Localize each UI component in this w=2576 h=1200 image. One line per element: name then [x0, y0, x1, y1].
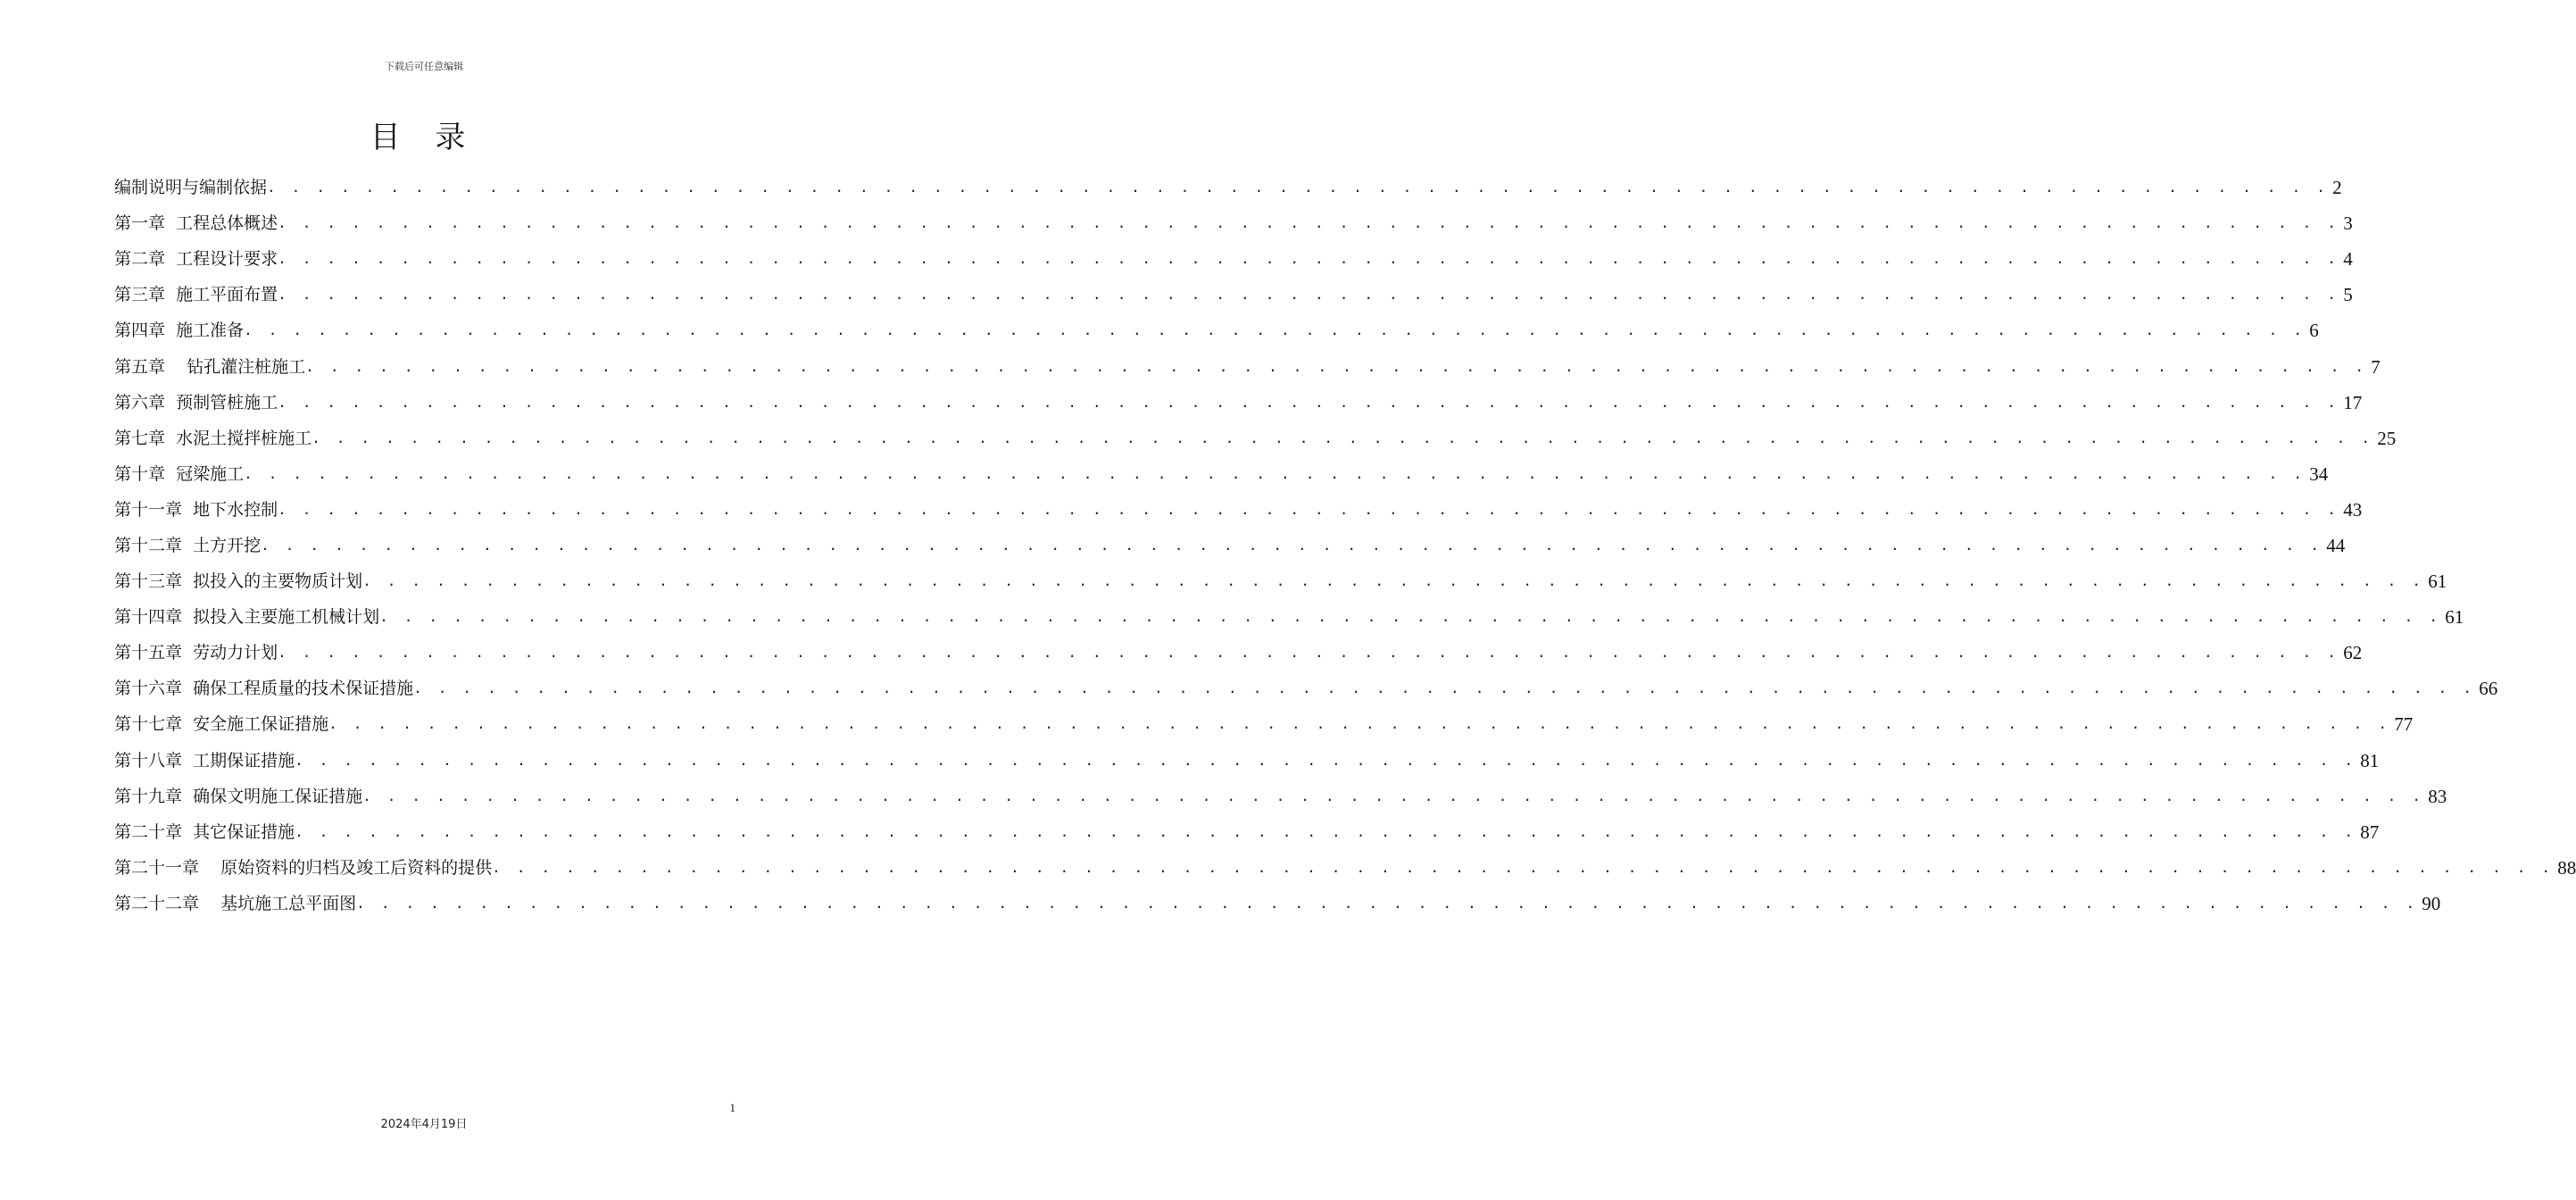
toc-leader-dots: . . . . . . . . . . . . . . . . . . . . . . . . . . . . . . . . . . . . . . . . . . . . . . . . . . . . . . . . . . . . . . . . . . . . . . . . . . . . . . . . . . . . [356, 894, 2419, 912]
toc-entry-page: 90 [2422, 892, 2441, 914]
toc-entry[interactable] [114, 205, 2353, 241]
toc-entry-label: 第二十一章 原始资料的归档及竣工后资料的提供 [114, 857, 493, 878]
toc-leader-dots: . . . . . . . . . . . . . . . . . . . . . . . . . . . . . . . . . . . . . . . . . . . . . . . . . . . . . . . . . . . . . . . . . . . . . . . . . . . . . . . . . . . . [328, 715, 2391, 733]
toc-entry[interactable] [114, 886, 2441, 921]
toc-leader-dots: . . . . . . . . . . . . . . . . . . . . . . . . . . . . . . . . . . . . . . . . . . . . . . . . . . . . . . . . . . . . . . . . . . . . . . . . . . . . . . . . . . . . [492, 858, 2555, 876]
toc-entry-page: 87 [2360, 821, 2380, 843]
toc-entry-label: 第十二章 土方开挖 [114, 535, 262, 555]
toc-leader-dots: . . . . . . . . . . . . . . . . . . . . . . . . . . . . . . . . . . . . . . . . . . . . . . . . . . . . . . . . . . . . . . . . . . . . . . . . . . . . . . . . . . . . [295, 822, 2357, 840]
toc-leader-dots: . . . . . . . . . . . . . . . . . . . . . . . . . . . . . . . . . . . . . . . . . . . . . . . . . . . . . . . . . . . . . . . . . . . . . . . . . . . . . . . . . . . . [379, 608, 2442, 626]
toc-entry[interactable] [114, 528, 2346, 563]
toc-entry-label: 第十章 冠梁施工 [114, 463, 245, 484]
toc-entry-page: 77 [2394, 713, 2414, 736]
toc-entry[interactable] [114, 312, 2319, 348]
toc-title: 目 录 [370, 120, 478, 155]
toc-entry-page: 25 [2377, 427, 2397, 449]
toc-entry-page: 61 [2445, 606, 2464, 629]
toc-entry[interactable] [114, 456, 2329, 492]
toc-entry-page: 88 [2557, 856, 2576, 879]
toc-entry[interactable] [114, 779, 2447, 814]
toc-entry[interactable] [114, 492, 2363, 528]
toc-entry-label: 编制说明与编制依据 [114, 178, 268, 198]
toc-entry-page: 3 [2343, 212, 2353, 235]
toc-leader-dots: . . . . . . . . . . . . . . . . . . . . . . . . . . . . . . . . . . . . . . . . . . . . . . . . . . . . . . . . . . . . . . . . . . . . . . . . . . . . . . . . . . . . [278, 500, 2340, 518]
toc-entry-page: 81 [2360, 749, 2380, 771]
toc-entry-label: 第十八章 工期保证措施 [114, 750, 295, 771]
toc-entry-label: 第十七章 安全施工保证措施 [114, 714, 329, 735]
toc-entry-label: 第六章 预制管桩施工 [114, 392, 278, 412]
toc-entry[interactable] [114, 348, 2381, 384]
toc-entry[interactable] [114, 671, 2498, 706]
toc-leader-dots: . . . . . . . . . . . . . . . . . . . . . . . . . . . . . . . . . . . . . . . . . . . . . . . . . . . . . . . . . . . . . . . . . . . . . . . . . . . . . . . . . . . . [261, 536, 2323, 554]
toc-leader-dots: . . . . . . . . . . . . . . . . . . . . . . . . . . . . . . . . . . . . . . . . . . . . . . . . . . . . . . . . . . . . . . . . . . . . . . . . . . . . . . . . . . . . [278, 286, 2340, 304]
toc-leader-dots: . . . . . . . . . . . . . . . . . . . . . . . . . . . . . . . . . . . . . . . . . . . . . . . . . . . . . . . . . . . . . . . . . . . . . . . . . . . . . . . . . . . . [244, 321, 2306, 339]
header-note: 下载后可任意编辑 [385, 61, 463, 72]
toc-entry[interactable] [114, 170, 2342, 205]
toc-entry-label: 第四章 施工准备 [114, 321, 245, 341]
toc-entry[interactable] [114, 385, 2363, 421]
toc-entry-page: 17 [2343, 391, 2363, 413]
toc-leader-dots: . . . . . . . . . . . . . . . . . . . . . . . . . . . . . . . . . . . . . . . . . . . . . . . . . . . . . . . . . . . . . . . . . . . . . . . . . . . . . . . . . . . . [267, 179, 2330, 196]
toc-entry-label: 第一章 工程总体概述 [114, 213, 278, 234]
toc-entry-page: 62 [2343, 642, 2363, 664]
toc-entry-page: 44 [2326, 534, 2346, 556]
toc-leader-dots: . . . . . . . . . . . . . . . . . . . . . . . . . . . . . . . . . . . . . . . . . . . . . . . . . . . . . . . . . . . . . . . . . . . . . . . . . . . . . . . . . . . . [312, 429, 2374, 446]
toc-leader-dots: . . . . . . . . . . . . . . . . . . . . . . . . . . . . . . . . . . . . . . . . . . . . . . . . . . . . . . . . . . . . . . . . . . . . . . . . . . . . . . . . . . . . [362, 572, 2425, 590]
toc-entry-label: 第十四章 拟投入主要施工机械计划 [114, 607, 380, 628]
table-of-contents [114, 170, 2576, 921]
toc-leader-dots: . . . . . . . . . . . . . . . . . . . . . . . . . . . . . . . . . . . . . . . . . . . . . . . . . . . . . . . . . . . . . . . . . . . . . . . . . . . . . . . . . . . . [362, 787, 2425, 804]
toc-entry[interactable] [114, 706, 2414, 742]
toc-entry-page: 66 [2479, 678, 2498, 700]
toc-entry-label: 第七章 水泥土搅拌桩施工 [114, 428, 312, 448]
toc-entry-label: 第五章 钻孔灌注桩施工 [114, 356, 306, 377]
toc-entry-page: 6 [2309, 320, 2319, 342]
toc-entry-page: 83 [2428, 785, 2447, 807]
toc-leader-dots: . . . . . . . . . . . . . . . . . . . . . . . . . . . . . . . . . . . . . . . . . . . . . . . . . . . . . . . . . . . . . . . . . . . . . . . . . . . . . . . . . . . . [295, 751, 2357, 769]
toc-entry[interactable] [114, 421, 2397, 456]
toc-entry[interactable] [114, 635, 2363, 671]
footer-date: 2024年4月19日 [380, 1118, 468, 1131]
toc-entry[interactable] [114, 850, 2576, 886]
toc-entry[interactable] [114, 599, 2464, 635]
toc-entry-page: 43 [2343, 498, 2363, 521]
toc-entry-page: 2 [2332, 177, 2342, 199]
toc-entry-label: 第二十二章 基坑施工总平面图 [114, 893, 357, 913]
toc-entry-page: 4 [2343, 248, 2353, 271]
toc-entry-label: 第二十章 其它保证措施 [114, 821, 295, 842]
toc-entry-label: 第十六章 确保工程质量的技术保证措施 [114, 679, 414, 699]
toc-entry-page: 34 [2309, 462, 2329, 485]
toc-entry-label: 第三章 施工平面布置 [114, 285, 278, 305]
toc-entry[interactable] [114, 563, 2447, 599]
toc-leader-dots: . . . . . . . . . . . . . . . . . . . . . . . . . . . . . . . . . . . . . . . . . . . . . . . . . . . . . . . . . . . . . . . . . . . . . . . . . . . . . . . . . . . . [278, 250, 2340, 268]
toc-entry-label: 第十五章 劳动力计划 [114, 643, 278, 663]
toc-leader-dots: . . . . . . . . . . . . . . . . . . . . . . . . . . . . . . . . . . . . . . . . . . . . . . . . . . . . . . . . . . . . . . . . . . . . . . . . . . . . . . . . . . . . [244, 464, 2306, 482]
toc-entry[interactable] [114, 814, 2380, 850]
toc-entry[interactable] [114, 743, 2380, 779]
toc-entry-page: 5 [2343, 284, 2353, 306]
toc-entry[interactable] [114, 277, 2353, 312]
toc-entry-label: 第十三章 拟投入的主要物质计划 [114, 571, 363, 592]
toc-entry[interactable] [114, 241, 2353, 277]
toc-leader-dots: . . . . . . . . . . . . . . . . . . . . . . . . . . . . . . . . . . . . . . . . . . . . . . . . . . . . . . . . . . . . . . . . . . . . . . . . . . . . . . . . . . . . [278, 393, 2340, 411]
toc-entry-label: 第十九章 确保文明施工保证措施 [114, 786, 363, 806]
toc-entry-label: 第二章 工程设计要求 [114, 249, 278, 270]
toc-entry-page: 7 [2371, 355, 2381, 378]
toc-leader-dots: . . . . . . . . . . . . . . . . . . . . . . . . . . . . . . . . . . . . . . . . . . . . . . . . . . . . . . . . . . . . . . . . . . . . . . . . . . . . . . . . . . . . [305, 357, 2368, 375]
toc-leader-dots: . . . . . . . . . . . . . . . . . . . . . . . . . . . . . . . . . . . . . . . . . . . . . . . . . . . . . . . . . . . . . . . . . . . . . . . . . . . . . . . . . . . . [278, 644, 2340, 662]
toc-entry-label: 第十一章 地下水控制 [114, 499, 278, 520]
toc-leader-dots: . . . . . . . . . . . . . . . . . . . . . . . . . . . . . . . . . . . . . . . . . . . . . . . . . . . . . . . . . . . . . . . . . . . . . . . . . . . . . . . . . . . . [413, 679, 2476, 697]
toc-entry-page: 61 [2428, 571, 2447, 593]
page-number: 1 [729, 1101, 735, 1114]
toc-leader-dots: . . . . . . . . . . . . . . . . . . . . . . . . . . . . . . . . . . . . . . . . . . . . . . . . . . . . . . . . . . . . . . . . . . . . . . . . . . . . . . . . . . . . [278, 214, 2340, 232]
